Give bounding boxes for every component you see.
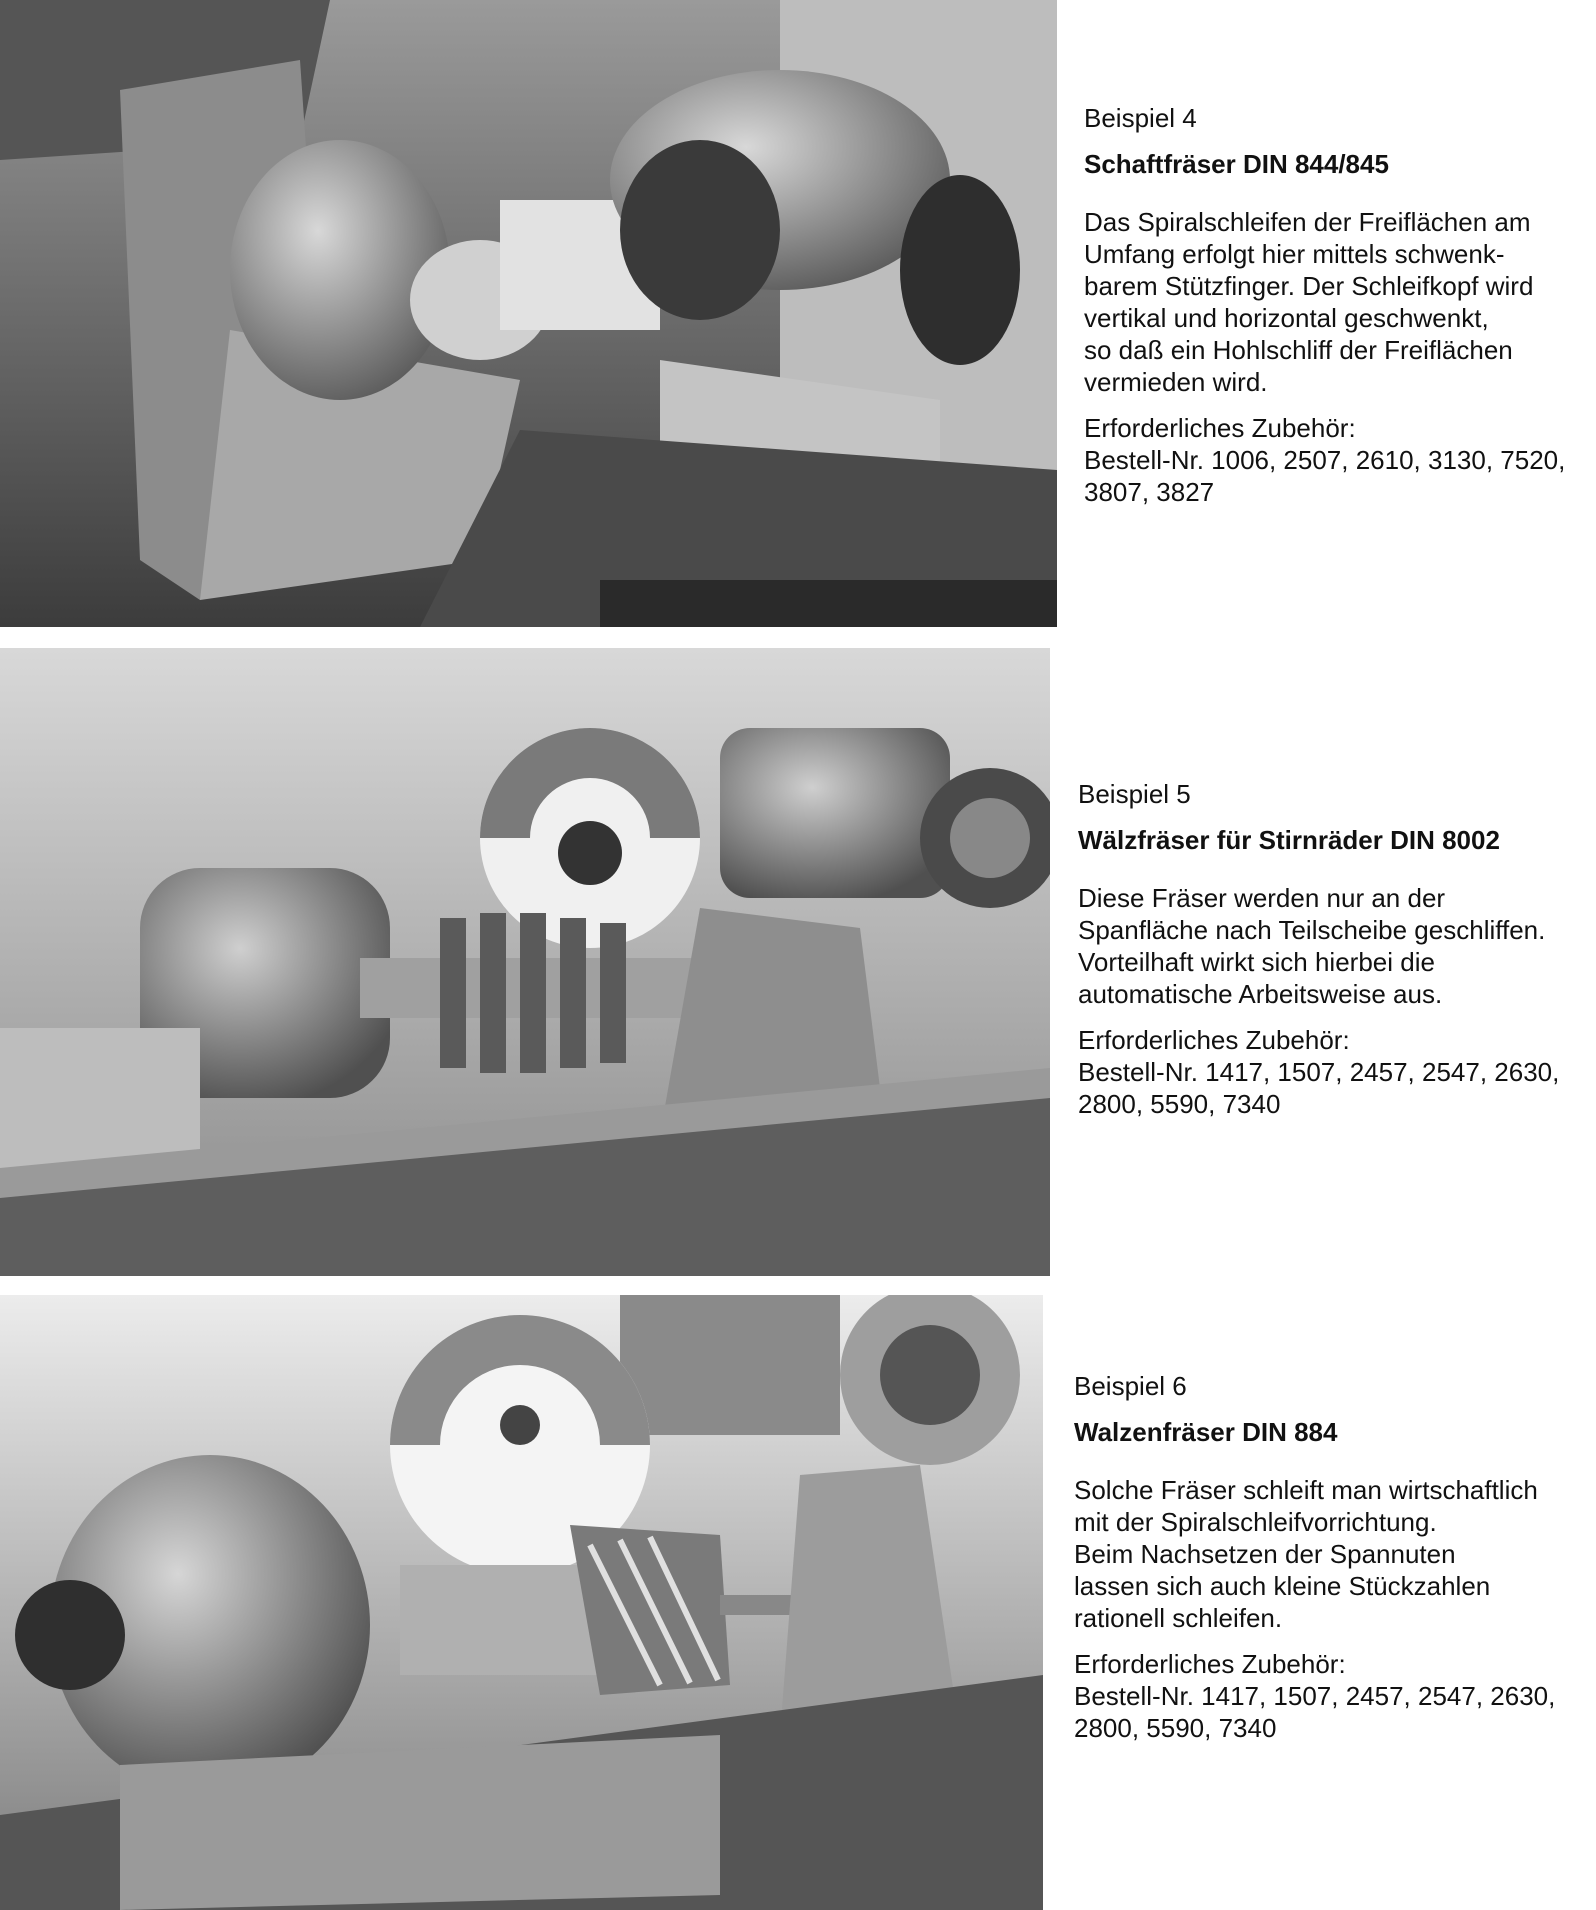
example-6-text (1074, 1370, 1594, 1744)
example-6-description (1074, 1474, 1594, 1634)
description-line: vermieden wird. (1084, 367, 1268, 397)
example-4-description (1084, 206, 1596, 398)
accessories-label: Erforderliches Zubehör: (1084, 413, 1356, 443)
description-line: Spanfläche nach Teilscheibe geschliffen. (1078, 915, 1546, 945)
order-numbers-line: 2800, 5590, 7340 (1074, 1713, 1277, 1743)
accessories-label: Erforderliches Zubehör: (1074, 1649, 1346, 1679)
order-numbers-line: Bestell-Nr. 1417, 1507, 2457, 2547, 2630, (1078, 1057, 1560, 1087)
machine-photo-3 (0, 1295, 1043, 1910)
order-numbers-line: Bestell-Nr. 1006, 2507, 2610, 3130, 7520, (1084, 445, 1566, 475)
description-line: Diese Fräser werden nur an der (1078, 883, 1446, 913)
photo-example-5 (0, 648, 1050, 1276)
machine-photo-1 (0, 0, 1057, 627)
example-4-text (1084, 102, 1596, 508)
description-line: Das Spiralschleifen der Freiflächen am (1084, 207, 1531, 237)
example-5-accessories (1078, 1024, 1596, 1120)
example-4-title: Schaftfräser DIN 844/845 (1084, 149, 1389, 179)
photo-example-6 (0, 1295, 1043, 1910)
description-line: Umfang erfolgt hier mittels schwenk- (1084, 239, 1505, 269)
example-5-text (1078, 778, 1596, 1120)
example-5-heading: Beispiel 5 (1078, 779, 1191, 809)
description-line: mit der Spiralschleifvorrichtung. (1074, 1507, 1437, 1537)
example-6-title: Walzenfräser DIN 884 (1074, 1417, 1338, 1447)
description-line: automatische Arbeitsweise aus. (1078, 979, 1443, 1009)
order-numbers-line: 2800, 5590, 7340 (1078, 1089, 1281, 1119)
description-line: rationell schleifen. (1074, 1603, 1283, 1633)
machine-photo-2 (0, 648, 1050, 1276)
description-line: Beim Nachsetzen der Spannuten (1074, 1539, 1456, 1569)
description-line: barem Stützfinger. Der Schleifkopf wird (1084, 271, 1534, 301)
description-line: vertikal und horizontal geschwenkt, (1084, 303, 1489, 333)
photo-example-4 (0, 0, 1057, 627)
description-line: Vorteilhaft wirkt sich hierbei die (1078, 947, 1435, 977)
description-line: Solche Fräser schleift man wirtschaftlich (1074, 1475, 1538, 1505)
order-numbers-line: Bestell-Nr. 1417, 1507, 2457, 2547, 2630, (1074, 1681, 1556, 1711)
example-5-title: Wälzfräser für Stirnräder DIN 8002 (1078, 825, 1500, 855)
accessories-label: Erforderliches Zubehör: (1078, 1025, 1350, 1055)
example-6-accessories (1074, 1648, 1594, 1744)
example-6-heading: Beispiel 6 (1074, 1371, 1187, 1401)
description-line: lassen sich auch kleine Stückzahlen (1074, 1571, 1491, 1601)
example-4-heading: Beispiel 4 (1084, 103, 1197, 133)
example-4-accessories (1084, 412, 1596, 508)
example-5-description (1078, 882, 1596, 1010)
order-numbers-line: 3807, 3827 (1084, 477, 1215, 507)
description-line: so daß ein Hohlschliff der Freiflächen (1084, 335, 1513, 365)
